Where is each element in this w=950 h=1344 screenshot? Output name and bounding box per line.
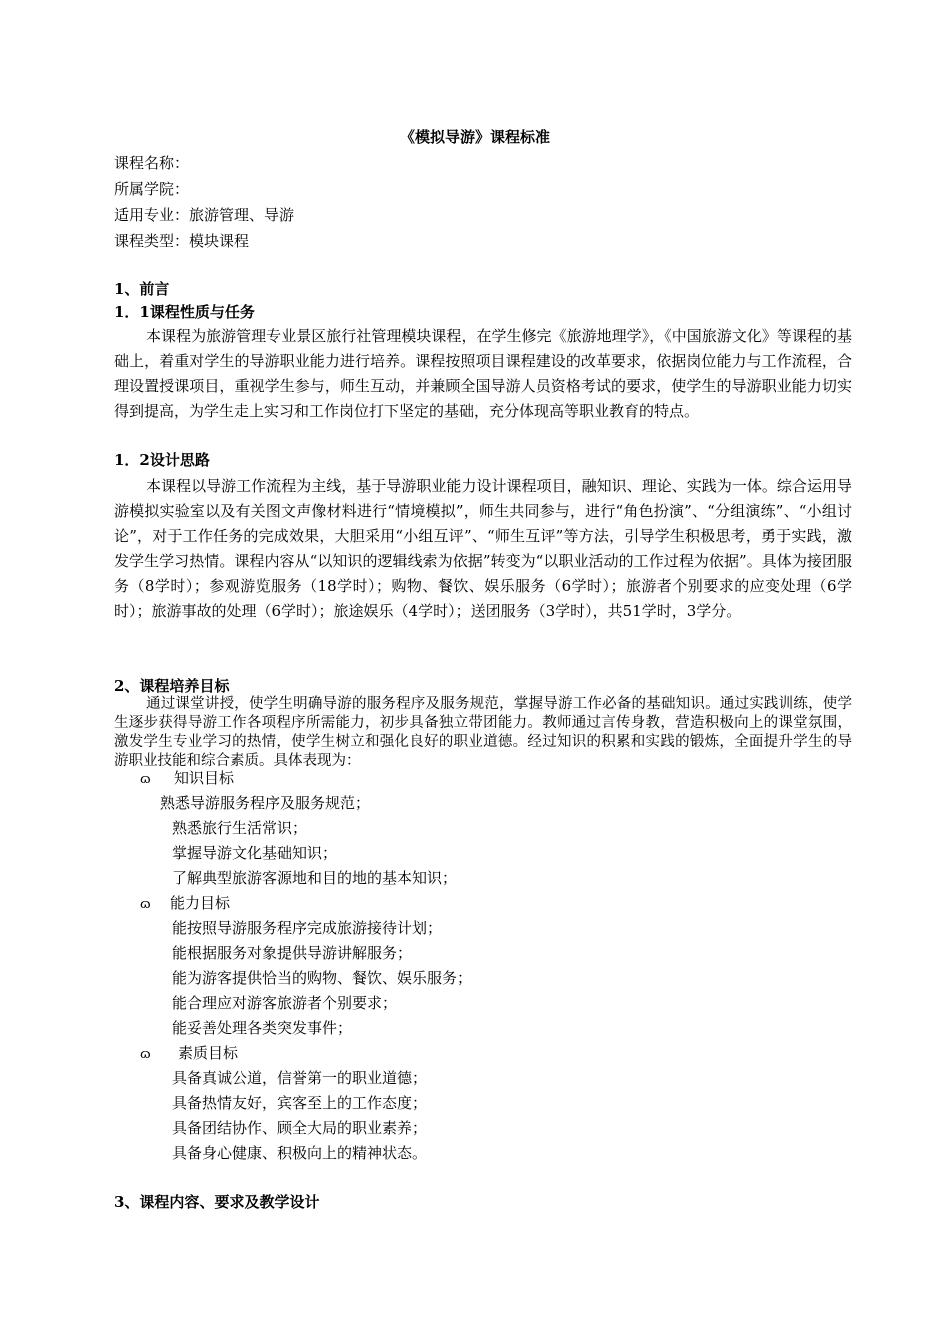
- bullet-icon: ɷ: [140, 897, 151, 912]
- meta-major: 适用专业：旅游管理、导游: [114, 206, 295, 224]
- section-1-1-heading: 1．1课程性质与任务: [114, 303, 255, 321]
- bullet-icon: ɷ: [140, 1047, 151, 1062]
- goal-item: 熟悉旅行生活常识；: [172, 819, 308, 837]
- goal-item: 具备团结协作、顾全大局的职业素养；: [172, 1119, 428, 1137]
- section-1-2-text: 本课程以导游工作流程为主线，基于导游职业能力设计课程项目，融知识、理论、实践为一体。综合运用导游模拟实验室以及有关图文声像材料进行“情境模拟”，师生共同参与，进行“角色扮演”、“分组演练”、“小组讨论”，对于工作任务的完成效果，大胆采用“小组互评”、“师生互评”等方法，引导学生积极思考，勇于实践，激发学生学习热情。课程内容从“以知识的逻辑线索为依据”转变为“以职业活动的工作过程为依据”。具体为接团服务（8学时）；参观游览服务（18学时）；购物、餐饮、娱乐服务（6学时）；旅游者个别要求的应变处理（6学时）；旅游事故的处理（6学时）；旅途娱乐（4学时）；送团服务（3学时），共51学时，3学分。: [114, 477, 852, 620]
- section-3-heading: 3、课程内容、要求及教学设计: [114, 1193, 320, 1211]
- meta-course-name: 课程名称：: [114, 154, 190, 172]
- course-meta: [114, 150, 294, 254]
- goal-item: 能妥善处理各类突发事件；: [172, 1019, 353, 1037]
- meta-course-type: 课程类型：模块课程: [114, 232, 250, 250]
- goal-group-knowledge: [140, 766, 234, 792]
- goal-item: 具备身心健康、积极向上的精神状态。: [172, 1144, 428, 1162]
- meta-college: 所属学院：: [114, 180, 190, 198]
- goal-item: 能为游客提供恰当的购物、餐饮、娱乐服务；: [172, 969, 473, 987]
- goal-item: 了解典型旅游客源地和目的地的基本知识；: [172, 869, 458, 887]
- page-title: 《模拟导游》课程标准: [399, 128, 550, 146]
- goal-item: 具备真诚公道，信誉第一的职业道德；: [172, 1069, 428, 1087]
- section-2-text: 通过课堂讲授，使学生明确导游的服务程序及服务规范，掌握导游工作必备的基础知识。通过实践训练，使学生逐步获得导游工作各项程序所需能力，初步具备独立带团能力。教师通过言传身教，营造积极向上的课堂氛围，激发学生专业学习的热情，使学生树立和强化良好的职业道德。经过知识的积累和实践的锻炼，全面提升学生的导游职业技能和综合素质。具体表现为：: [114, 696, 852, 769]
- goal-group-ability: [140, 891, 230, 917]
- section-1-heading: 1、前言: [114, 280, 170, 298]
- goal-group-label: 能力目标: [170, 894, 231, 912]
- goal-item: 熟悉导游服务程序及服务规范；: [160, 794, 371, 812]
- goal-item: 掌握导游文化基础知识；: [172, 844, 338, 862]
- goal-group-quality: [140, 1041, 238, 1067]
- section-2-heading: 2、课程培养目标: [114, 677, 230, 695]
- section-1-2-heading: 1．2设计思路: [114, 451, 210, 469]
- goal-item: 能合理应对游客旅游者个别要求；: [172, 994, 398, 1012]
- bullet-icon: ɷ: [140, 772, 151, 787]
- goal-group-label: 知识目标: [174, 769, 235, 787]
- goal-item: 能按照导游服务程序完成旅游接待计划；: [172, 919, 443, 937]
- section-1-1-text: 本课程为旅游管理专业景区旅行社管理模块课程，在学生修完《旅游地理学》，《中国旅游文化》等课程的基础上，着重对学生的导游职业能力进行培养。课程按照项目课程建设的改革要求，依据岗位能力与工作流程，合理设置授课项目，重视学生参与，师生互动，并兼顾全国导游人员资格考试的要求，使学生的导游职业能力切实得到提高，为学生走上实习和工作岗位打下坚定的基础，充分体现高等职业教育的特点。: [114, 327, 852, 420]
- goal-item: 具备热情友好，宾客至上的工作态度；: [172, 1094, 428, 1112]
- goal-item: 能根据服务对象提供导游讲解服务；: [172, 944, 413, 962]
- goal-group-label: 素质目标: [178, 1044, 239, 1062]
